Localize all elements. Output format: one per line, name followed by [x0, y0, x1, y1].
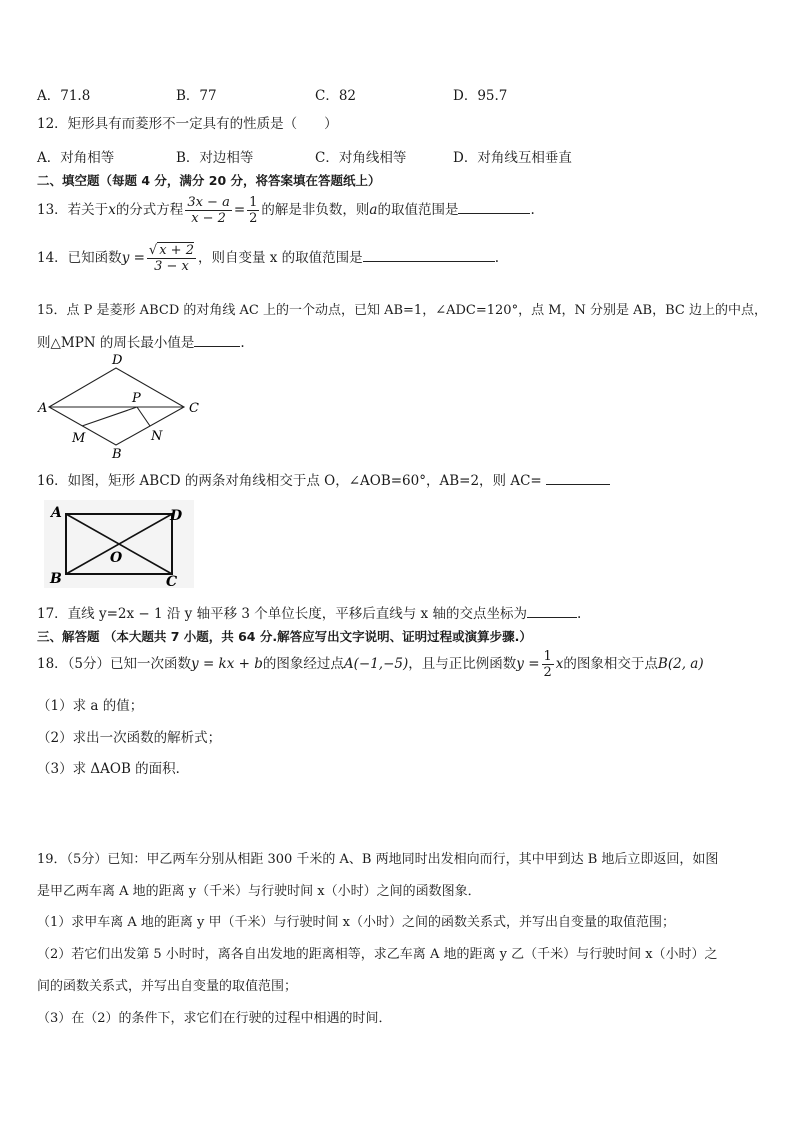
q12-option-c: C．对角线相等 [315, 150, 407, 166]
q18-fraction [542, 649, 554, 680]
q13-rhs-fraction [247, 195, 259, 226]
q14-y: y = [121, 250, 145, 266]
q13-fraction [185, 195, 232, 226]
q18-mid: 的图象经过点 [262, 656, 344, 672]
q14-post: ，则自变量 x 的取值范围是 [197, 250, 363, 266]
label-p: P [132, 391, 141, 406]
q14-radicand: x + 2 [159, 243, 194, 258]
q19-line1: 19．（5分）已知：甲乙两车分别从相距 300 千米的 A、B 两地同时出发相向而行，其中甲到达 B 地后立即返回，如图 [37, 852, 719, 867]
q18-point-a: A(−1,−5) [343, 656, 409, 672]
label-n: N [151, 429, 163, 444]
label-a: A [51, 505, 62, 521]
q14-answer-blank[interactable] [363, 247, 495, 262]
q11-option-d: D．95.7 [453, 88, 508, 104]
label-d: D [112, 353, 123, 368]
q14-fraction [147, 243, 196, 274]
q17-text: 17．直线 y=2x − 1 沿 y 轴平移 3 个单位长度，平移后直线与 x 轴的交点坐标为 [37, 606, 527, 622]
q15-rhombus-figure [34, 352, 214, 460]
q17 [37, 603, 581, 623]
q11-option-b: B．77 [176, 88, 217, 104]
label-b: B [50, 571, 62, 587]
q16-rectangle-figure [44, 500, 194, 588]
q13-var-a: a [369, 202, 378, 218]
q13-rhs-denominator: 2 [249, 211, 258, 226]
q13-denominator: x − 2 [191, 211, 226, 226]
label-m: M [72, 431, 86, 446]
label-c: C [166, 574, 178, 588]
label-b: B [112, 447, 122, 460]
q18-point-b: B(2, a) [657, 656, 704, 672]
q18-pre: 18．（5分）已知一次函数 [37, 656, 192, 672]
q14 [37, 243, 499, 274]
q12-stem: 12．矩形具有而菱形不一定具有的性质是（ ） [37, 116, 338, 132]
segment-pn [137, 407, 150, 426]
q12-option-d: D．对角线互相垂直 [453, 150, 572, 166]
q17-answer-blank[interactable] [527, 603, 577, 618]
q13-numerator: 3x − a [187, 195, 230, 210]
q19-sub3: （3）在（2）的条件下，求它们在行驶的过程中相遇的时间． [37, 1011, 392, 1026]
section-3-heading: 三、解答题 （本大题共 7 小题，共 64 分.解答应写出文字说明、证明过程或演算步骤.） [37, 629, 532, 644]
q18-y: y = [516, 656, 540, 672]
q11-option-c: C．82 [315, 88, 357, 104]
q15-line1: 15．点 P 是菱形 ABCD 的对角线 AC 上的一个动点，已知 AB=1，∠ADC=120°，点 M，N 分别是 AB，BC 边上的中点， [37, 303, 767, 318]
q19-sub1: （1）求甲车离 A 地的距离 y 甲（千米）与行驶时间 x（小时）之间的函数关系式，并写出自变量的取值范围； [37, 915, 675, 930]
q18-func: y = kx + b [191, 656, 263, 672]
q16-text: 16．如图，矩形 ABCD 的两条对角线相交于点 O，∠AOB=60°，AB=2，则 AC= [37, 473, 542, 489]
q14-denominator: 3 − x [154, 259, 189, 274]
q19-sub2-line2: 间的函数关系式，并写出自变量的取值范围； [37, 979, 298, 994]
q14-numerator: √ x + 2 [148, 243, 194, 258]
q19-line2: 是甲乙两车离 A 地的距离 y（千米）与行驶时间 x（小时）之间的函数图象． [37, 884, 481, 899]
q18-sub3: （3）求 ΔAOB 的面积． [37, 761, 190, 777]
q18-stem [37, 649, 704, 680]
segment-mp [82, 407, 137, 426]
q15-answer-blank[interactable] [194, 332, 240, 347]
q18-frac-num: 1 [543, 649, 552, 664]
label-o: O [110, 550, 123, 566]
q18-frac-den: 2 [543, 665, 552, 680]
label-c: C [189, 401, 199, 416]
q16-answer-blank[interactable] [546, 470, 610, 485]
label-d: D [170, 508, 183, 524]
q13-end: . [530, 202, 535, 218]
q13-equals: = [233, 202, 246, 218]
q13-answer-blank[interactable] [458, 199, 530, 214]
q15-line2-text: 则△MPN 的周长最小值是 [37, 335, 195, 351]
q18-x: x [555, 656, 564, 672]
q14-pre: 14．已知函数 [37, 250, 122, 266]
section-2-heading: 二、填空题（每题 4 分，满分 20 分，将答案填在答题纸上） [37, 173, 381, 188]
q13-post: 的解是非负数，则 [261, 202, 370, 218]
q15-line2 [37, 332, 245, 352]
q13-var-x: x [108, 202, 116, 218]
q13-mid: 的分式方程 [115, 202, 184, 218]
q18-post: 的图象相交于点 [563, 656, 658, 672]
q13 [37, 195, 535, 226]
q17-end: . [576, 606, 582, 622]
q18-sub1: （1）求 a 的值； [37, 698, 144, 714]
q11-option-a: A．71.8 [37, 88, 91, 104]
q13-pre: 13．若关于 [37, 202, 109, 218]
q15-end: . [240, 335, 245, 351]
q13-rhs-numerator: 1 [249, 195, 258, 210]
q16 [37, 470, 610, 490]
q14-end: . [494, 250, 499, 266]
q12-option-a: A．对角相等 [37, 150, 115, 166]
label-a: A [38, 401, 48, 416]
q19-sub2-line1: （2）若它们出发第 5 小时时，离各自出发地的距离相等，求乙车离 A 地的距离 y 乙（千米）与行驶时间 x（小时）之 [37, 947, 718, 962]
q18-mid2: ，且与正比例函数 [408, 656, 517, 672]
q12-option-b: B．对边相等 [176, 150, 254, 166]
q18-sub2: （2）求出一次函数的解析式； [37, 730, 222, 746]
q13-post2: 的取值范围是 [377, 202, 459, 218]
